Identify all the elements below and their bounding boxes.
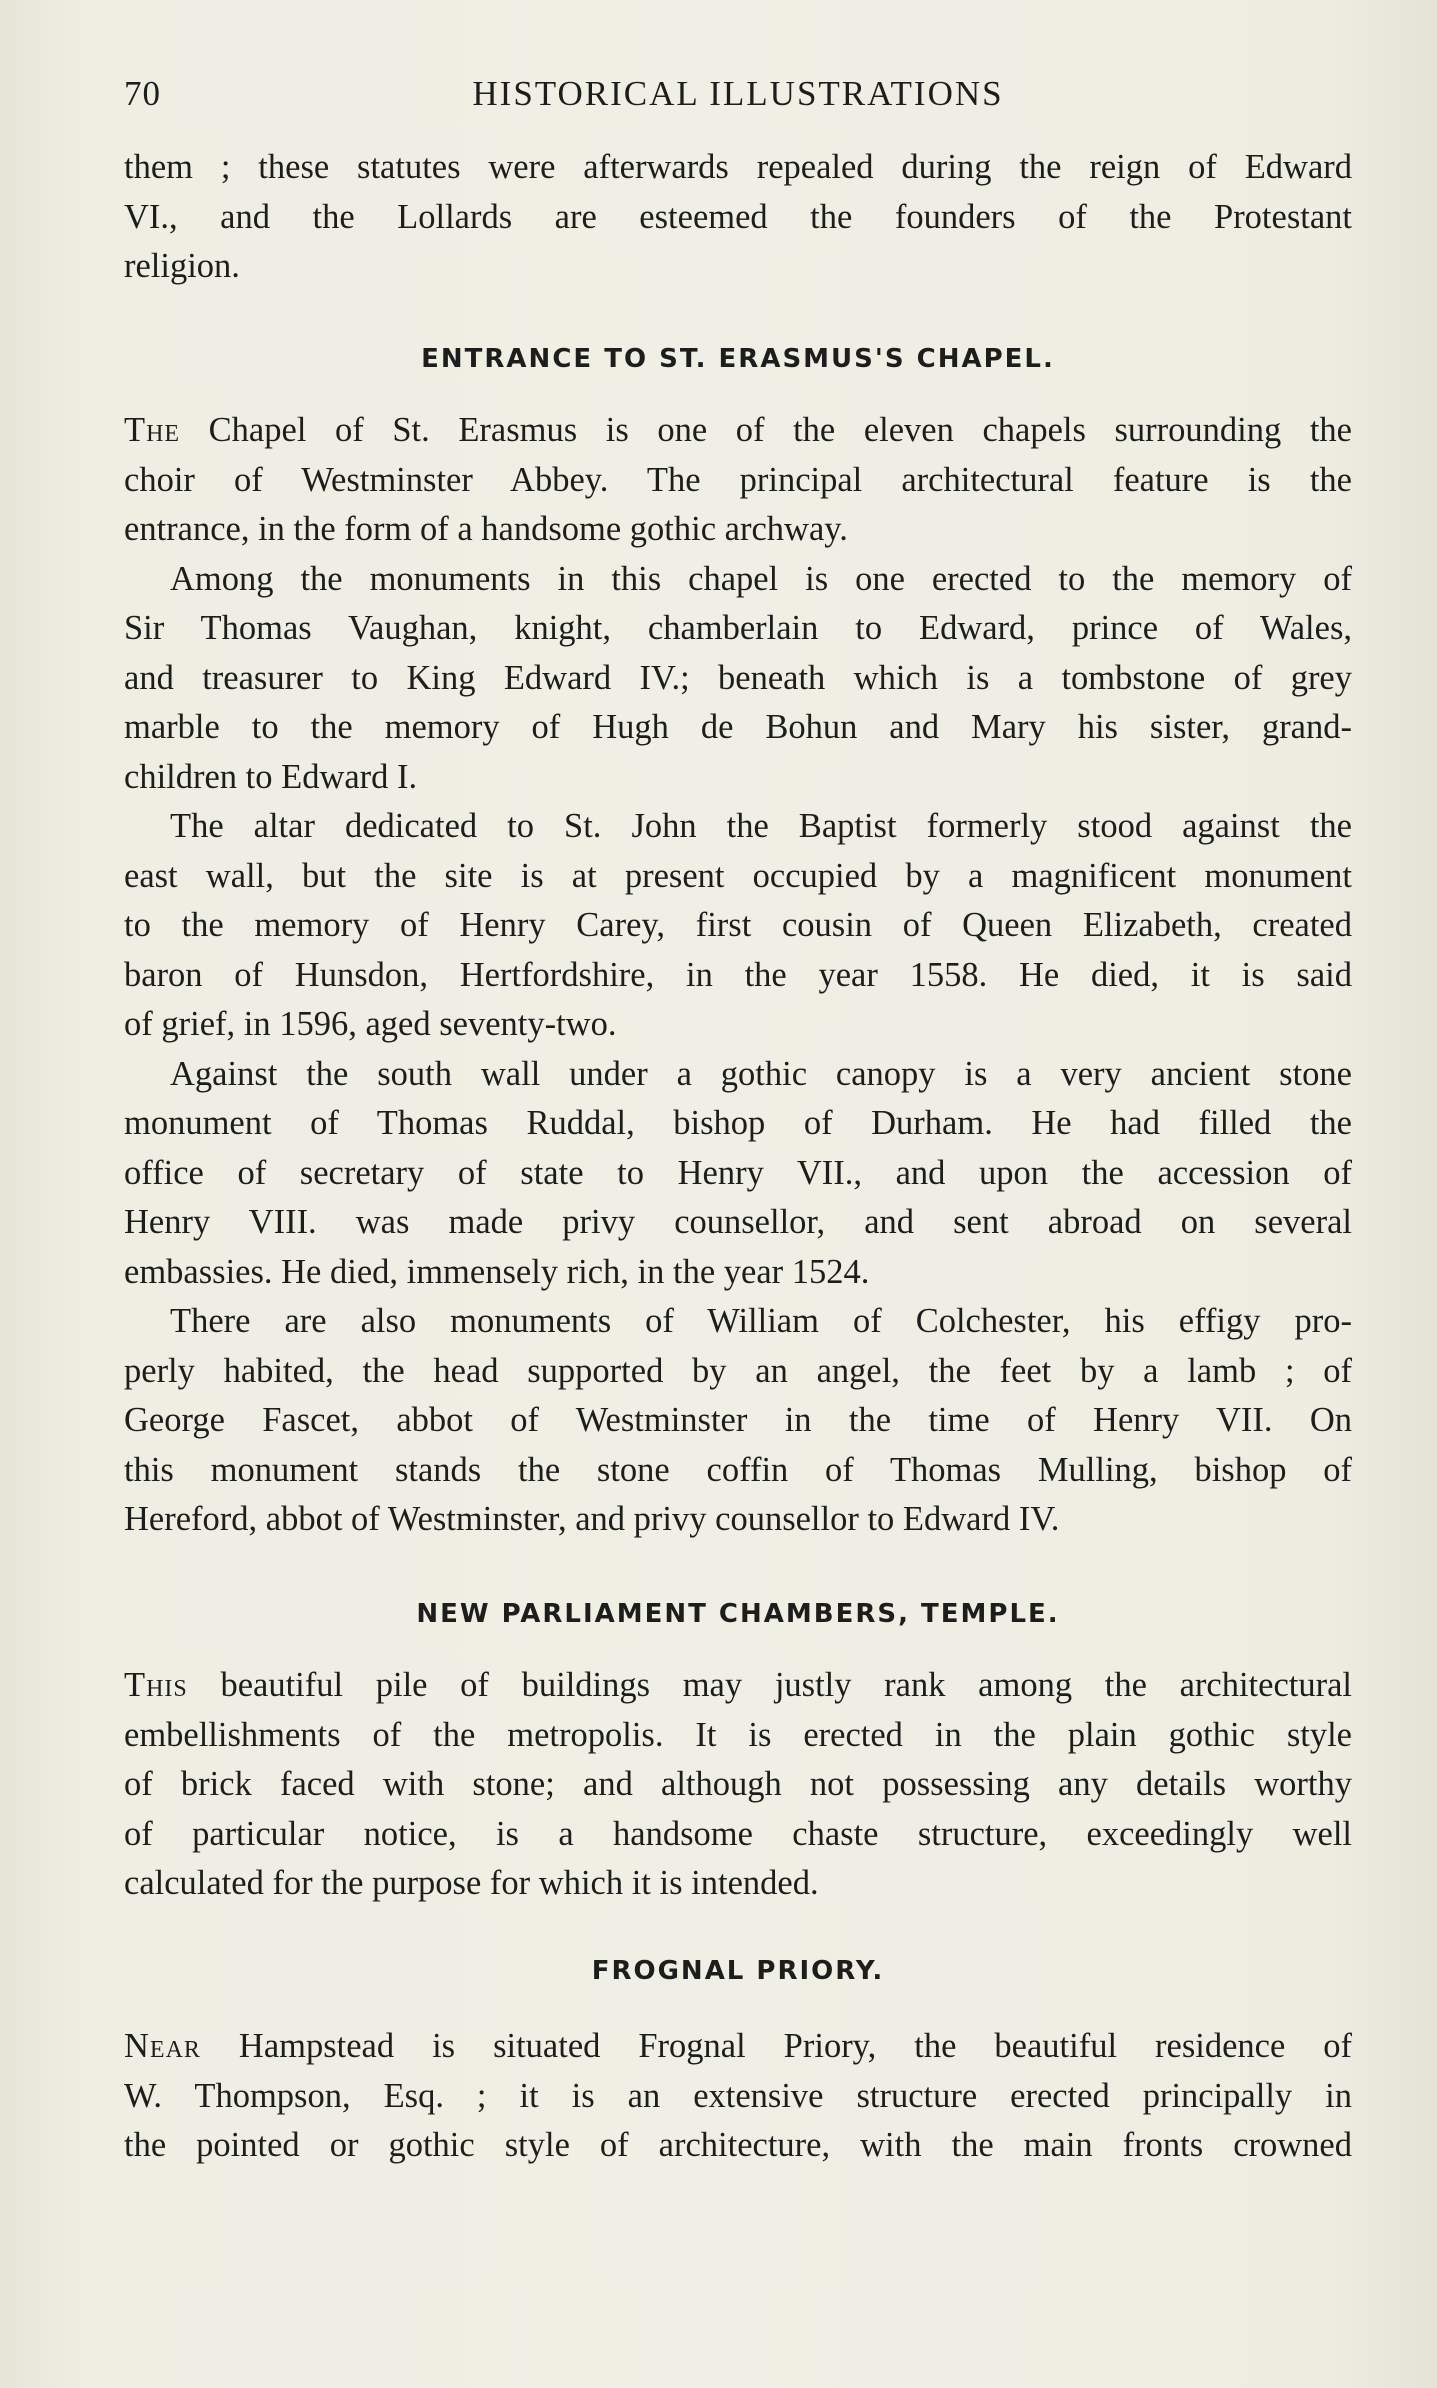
text-line <box>124 1661 1352 1711</box>
text-line: George Fascet, abbot of Westminster in the time of Henry VII. On <box>124 1401 1352 1439</box>
text-line: this monument stands the stone coffin of Thomas Mulling, bishop of <box>124 1450 1352 1489</box>
text-line: office of secretary of state to Henry VII., and upon the accession of <box>124 1153 1352 1192</box>
section-frognal-priory-body <box>124 2022 1352 2171</box>
text-line: to the memory of Henry Carey, first cousin of Queen Elizabeth, created <box>124 906 1352 944</box>
text-line: children to Edward I. <box>124 757 418 796</box>
text-line: embassies. He died, immensely rich, in the year 1524. <box>124 1252 870 1291</box>
section-st-erasmus-body <box>124 406 1352 1545</box>
text-line: of particular notice, is a handsome chaste structure, exceedingly well <box>124 1814 1352 1853</box>
text-line: There are also monuments of William of Colchester, his effigy pro- <box>170 1302 1352 1340</box>
line-rest: beautiful pile of buildings may justly rank among the architectural <box>187 1666 1352 1704</box>
running-head-title: HISTORICAL ILLUSTRATIONS <box>472 74 1004 113</box>
text-line: baron of Hunsdon, Hertfordshire, in the year 1558. He died, it is said <box>124 955 1352 994</box>
text-line: and treasurer to King Edward IV.; beneath which is a tombstone of grey <box>124 658 1352 697</box>
text-line: east wall, but the site is at present occupied by a magnificent monument <box>124 856 1352 895</box>
running-head <box>124 74 1352 124</box>
line-rest: Chapel of St. Erasmus is one of the eleven chapels surrounding the <box>180 411 1352 449</box>
text-line: Among the monuments in this chapel is one erected to the memory of <box>170 559 1352 598</box>
text-line: marble to the memory of Hugh de Bohun and Mary his sister, grand- <box>124 708 1352 746</box>
page-number: 70 <box>124 74 161 113</box>
text-line <box>124 2022 1352 2072</box>
text-line: Hereford, abbot of Westminster, and privy counsellor to Edward IV. <box>124 1500 1060 1538</box>
text-line: VI., and the Lollards are esteemed the founders of the Protestant <box>124 197 1352 236</box>
text-line: the pointed or gothic style of architecture, with the main fronts crowned <box>124 2126 1352 2164</box>
text-line: them ; these statutes were afterwards repealed during the reign of Edward <box>124 148 1352 186</box>
text-line <box>124 406 1352 456</box>
text-line: Sir Thomas Vaughan, knight, chamberlain to Edward, prince of Wales, <box>124 609 1352 647</box>
text-line: entrance, in the form of a handsome gothic archway. <box>124 510 848 548</box>
text-line: Against the south wall under a gothic canopy is a very ancient stone <box>170 1054 1352 1093</box>
text-line: of brick faced with stone; and although not possessing any details worthy <box>124 1765 1352 1803</box>
text-line: choir of Westminster Abbey. The principal architectural feature is the <box>124 460 1352 499</box>
text-line: calculated for the purpose for which it is intended. <box>124 1864 819 1902</box>
section-heading-frognal-priory: FROGNAL PRIORY. <box>591 1956 885 1986</box>
line-rest: Hampstead is situated Frognal Priory, the beautiful residence of <box>200 2027 1352 2065</box>
text-line: perly habited, the head supported by an angel, the feet by a lamb ; of <box>124 1351 1352 1390</box>
section-parliament-chambers-body <box>124 1661 1352 1909</box>
text-line: monument of Thomas Ruddal, bishop of Durham. He had filled the <box>124 1104 1352 1142</box>
text-line: W. Thompson, Esq. ; it is an extensive structure erected principally in <box>124 2076 1352 2115</box>
section-heading-parliament-chambers: NEW PARLIAMENT CHAMBERS, TEMPLE. <box>416 1599 1060 1629</box>
text-line: of grief, in 1596, aged seventy-two. <box>124 1005 617 1043</box>
lead-word: This <box>124 1666 188 1704</box>
text-line: religion. <box>124 247 240 285</box>
lead-word: The <box>124 411 181 449</box>
text-line: Henry VIII. was made privy counsellor, and sent abroad on several <box>124 1203 1352 1241</box>
lead-word: Near <box>124 2027 201 2065</box>
intro-paragraph <box>124 143 1352 292</box>
text-line: embellishments of the metropolis. It is erected in the plain gothic style <box>124 1715 1352 1754</box>
text-line: The altar dedicated to St. John the Baptist formerly stood against the <box>170 807 1352 845</box>
section-heading-st-erasmus: ENTRANCE TO ST. ERASMUS'S CHAPEL. <box>421 344 1055 374</box>
